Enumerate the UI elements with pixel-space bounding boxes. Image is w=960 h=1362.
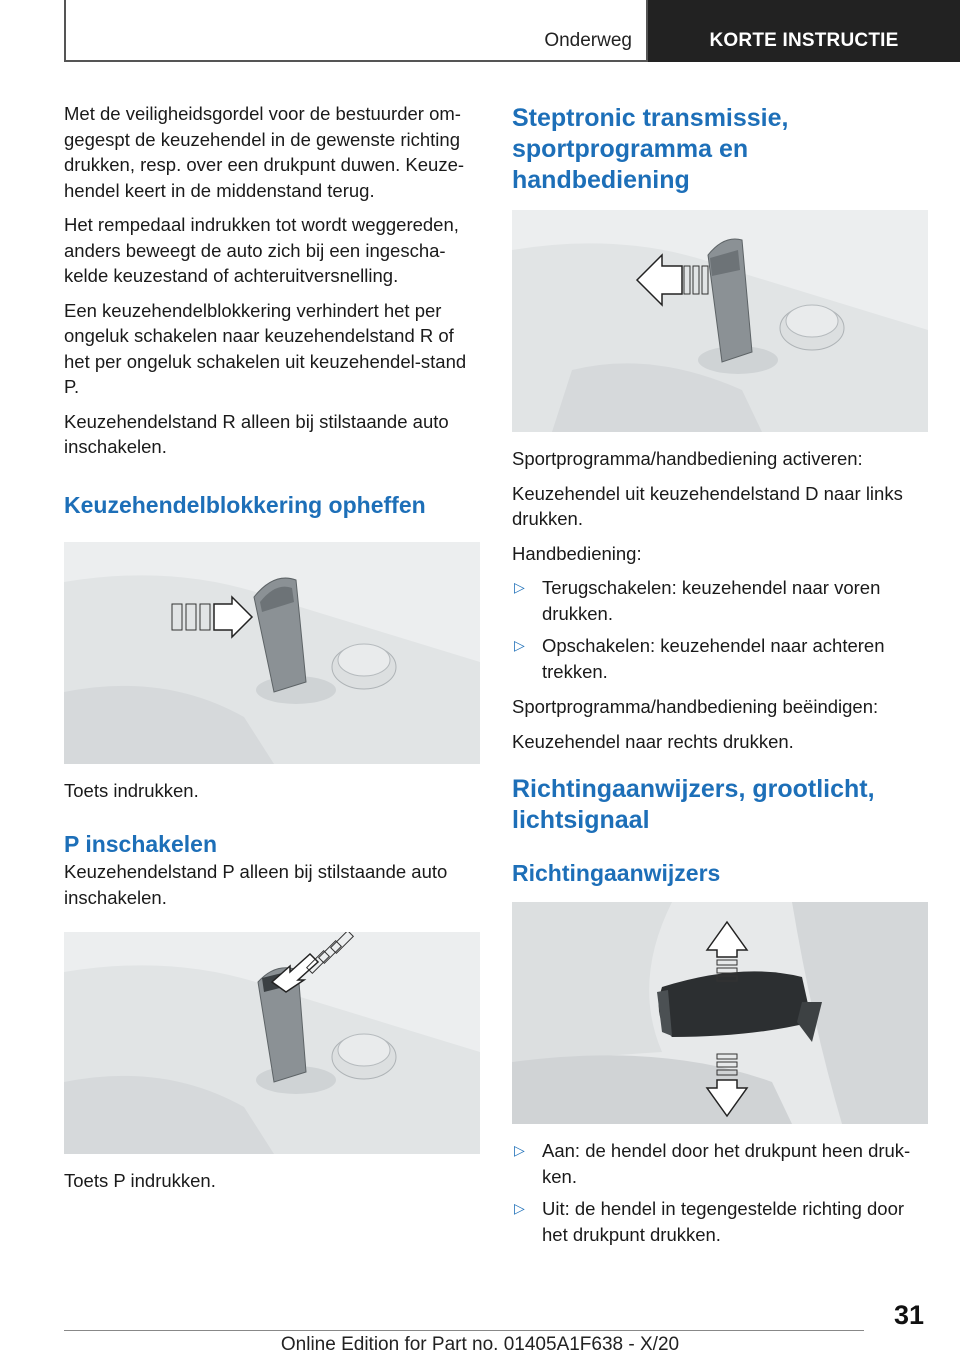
gear-selector-lock-image [64,542,480,764]
footer-edition-text: Online Edition for Part no. 01405A1F638 - X/20 [280,1334,680,1355]
paragraph: Met de veiligheidsgordel voor de bestuurder om-gegespt de keuzehendel in de gewenste richting drukken, resp. over een drukpunt duwen. Keuze-hendel keert in de middenstand terug. [64,103,465,201]
heading-indicators-sub: Richtingaanwijzers [512,860,721,886]
heading-indicators: Richtingaanwijzers, grootlicht, lichtsignaal [512,775,875,834]
triangle-bullet-icon: ▷ [514,637,525,653]
list-item: ▷ Aan: de hendel door het drukpunt heen druk-ken. [514,1140,911,1187]
indicator-list [512,1138,930,1247]
manual-shift-list [512,575,930,684]
list-item: ▷ Terugschakelen: keuzehendel naar voren drukken. [514,577,881,624]
list-item: ▷ Uit: de hendel in tegengestelde richting door het drukpunt drukken. [514,1198,905,1245]
heading-steptronic: Steptronic transmissie, sportprogramma en handbediening [512,104,789,194]
triangle-bullet-icon: ▷ [514,1200,525,1216]
paragraph: Handbediening: [512,542,642,564]
turn-signal-stalk-image [512,902,928,1124]
steptronic-sport-mode-image [512,210,928,432]
image-caption: Toets indrukken. [64,779,199,801]
list-item: ▷ Opschakelen: keuzehendel naar achteren trekken. [514,635,885,682]
paragraph: Een keuzehendelblokkering verhindert het per ongeluk schakelen naar keuzehendelstand R of het per ongeluk schakelen uit keuzehendel-stand P. [64,299,467,397]
paragraph: Het rempedaal indrukken tot wordt weggereden, anders beweegt de auto zich bij een ingescha-kelde keuzestand of achteruitversnelling. [64,214,459,286]
paragraph: Keuzehendel naar rechts drukken. [512,730,794,752]
right-column [512,103,930,1257]
triangle-bullet-icon: ▷ [514,1142,525,1158]
image-caption: Toets P indrukken. [64,1170,216,1191]
paragraph: Keuzehendelstand R alleen bij stilstaande auto inschakelen. [64,410,449,457]
chapter-tab[interactable]: KORTE INSTRUCTIE [648,0,960,62]
paragraph: Sportprogramma/handbediening beëindigen: [512,696,879,717]
footer-divider [64,1330,864,1331]
paragraph: Keuzehendel uit keuzehendelstand D naar links drukken. [512,482,903,529]
paragraph: Sportprogramma/handbediening activeren: [512,448,863,469]
gear-selector-p-button-image [64,932,480,1154]
header-section-box [64,0,648,62]
page-number: 31 [893,1300,924,1330]
heading-engage-p: P inschakelen [64,831,217,857]
section-title: Onderweg [544,30,632,51]
heading-gear-lock: Keuzehendelblokkering opheffen [64,491,426,518]
paragraph: Keuzehendelstand P alleen bij stilstaande auto inschakelen. [64,861,448,908]
left-column [64,101,482,1203]
triangle-bullet-icon: ▷ [514,579,525,595]
